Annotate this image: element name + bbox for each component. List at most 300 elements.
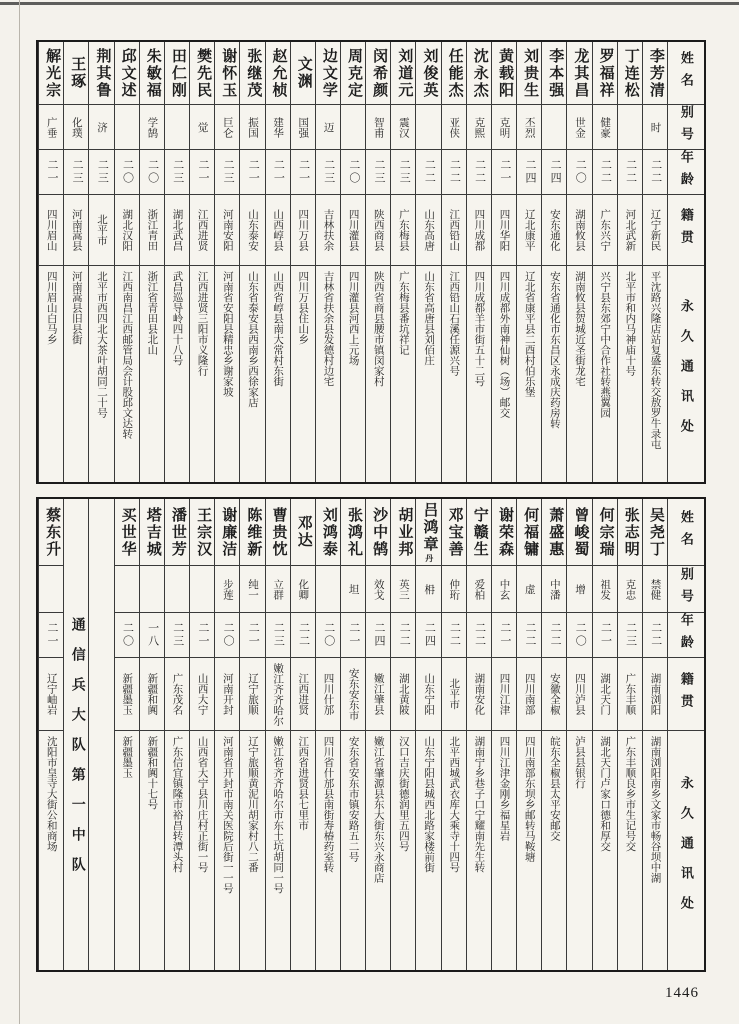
name-cell <box>215 499 239 566</box>
entry-column <box>415 499 440 970</box>
age-cell: 二三 <box>64 150 88 195</box>
age-cell: 二〇 <box>341 150 365 195</box>
address-cell: 广东梅县番坑祥记 <box>397 271 409 355</box>
header-name: 姓名 <box>668 499 704 566</box>
address-cell: 广东丰顺良乡市生记号交 <box>624 736 636 852</box>
alias-cell <box>316 566 340 613</box>
name-cell <box>517 42 541 105</box>
person-name: 赵允桢 <box>270 47 287 99</box>
person-name: 买世华 <box>119 506 136 558</box>
address-cell: 湖北天门卢家口德和厚交 <box>599 736 611 852</box>
alias-cell: 亚侠 <box>442 105 466 150</box>
person-name: 李芳清 <box>647 47 664 99</box>
origin-cell: 四川成都 <box>467 195 491 266</box>
name-cell <box>240 499 264 566</box>
entry-column <box>189 42 214 482</box>
age-cell: 二〇 <box>567 150 591 195</box>
age-cell: 二三 <box>366 150 390 195</box>
person-name: 沙中鹄 <box>371 506 388 558</box>
age-cell: 二二 <box>593 150 617 195</box>
origin-cell: 四川华阳 <box>492 195 516 266</box>
origin-cell: 浙江青田 <box>140 195 164 266</box>
person-name: 何宗瑞 <box>597 506 614 558</box>
header-origin: 籍贯 <box>668 195 704 266</box>
person-name: 谢廉洁 <box>220 506 237 558</box>
age-cell: 二一 <box>266 150 290 195</box>
origin-cell: 辽北康平 <box>517 195 541 266</box>
name-cell <box>291 42 315 105</box>
address-cell: 安东省安东市镇安路五二号 <box>347 736 359 862</box>
origin-cell: 湖北黄陂 <box>391 658 415 731</box>
age-cell: 二二 <box>442 613 466 658</box>
age-cell: 二三 <box>165 150 189 195</box>
entry-column <box>189 499 214 970</box>
entry-column <box>315 42 340 482</box>
person-name: 曹贵忱 <box>270 506 287 558</box>
empty-column <box>88 499 113 970</box>
origin-cell: 辽宁岫岩 <box>39 658 63 731</box>
alias-cell: 济 <box>89 105 113 150</box>
person-name: 周克定 <box>346 47 362 99</box>
alias-cell: 祖发 <box>593 566 617 613</box>
age-cell: 二二 <box>416 150 440 195</box>
alias-cell: 丕烈 <box>517 105 541 150</box>
age-cell: 二一 <box>240 150 264 195</box>
address-cell: 四川南部东坝乡邮转马鞍塘 <box>523 736 535 862</box>
person-name: 刘道元 <box>396 47 413 99</box>
entry-column <box>164 42 189 482</box>
age-cell: 二二 <box>442 150 466 195</box>
header-alias: 别号 <box>668 105 704 150</box>
entry-column <box>592 42 617 482</box>
page-number: 1446 <box>665 985 699 1001</box>
origin-cell: 新疆墨玉 <box>115 658 139 731</box>
origin-cell: 广东兴宁 <box>593 195 617 266</box>
age-cell: 二二 <box>467 613 491 658</box>
name-cell <box>240 42 264 105</box>
alias-cell: 效戈 <box>366 566 390 613</box>
alias-cell: 中潘 <box>542 566 566 613</box>
address-cell: 新疆墨玉 <box>121 736 133 778</box>
address-cell: 河南嵩县旧县街 <box>70 271 82 345</box>
name-cell <box>492 499 516 566</box>
header-age: 年龄 <box>668 613 704 658</box>
entry-column <box>415 42 440 482</box>
name-cell <box>165 42 189 105</box>
person-name: 刘俊英 <box>421 47 438 99</box>
entry-column <box>592 499 617 970</box>
origin-cell: 江西进贤 <box>190 195 214 266</box>
name-cell <box>593 42 617 105</box>
entry-column <box>441 499 466 970</box>
name-cell <box>140 499 164 566</box>
entry-column <box>365 42 390 482</box>
age-cell: 二四 <box>416 613 440 658</box>
entry-column <box>265 42 290 482</box>
address-cell: 山东省泰安县西南乡西徐家店 <box>246 271 258 408</box>
address-cell: 北平西城武衣库大乘寺十四号 <box>448 736 460 873</box>
person-name: 曾峻蜀 <box>572 506 589 558</box>
address-cell: 嫩江省肇源县东大街东兴永商店 <box>372 736 384 883</box>
age-cell: 二〇 <box>115 150 139 195</box>
alias-cell <box>618 105 642 150</box>
address-cell: 四川成都羊市街五十二号 <box>473 271 485 387</box>
origin-cell: 广东茂名 <box>165 658 189 731</box>
name-cell <box>291 499 315 566</box>
alias-cell: 纯一 <box>240 566 264 613</box>
alias-cell: 健豪 <box>593 105 617 150</box>
alias-cell: 时 <box>643 105 667 150</box>
age-cell: 二三 <box>618 613 642 658</box>
name-cell <box>593 499 617 566</box>
person-name: 吕鸿章 <box>421 502 438 553</box>
age-cell: 二一 <box>291 150 315 195</box>
origin-cell: 安东安东市 <box>341 658 365 731</box>
name-cell <box>391 42 415 105</box>
origin-cell: 嫩江肇县 <box>366 658 390 731</box>
header-age: 年龄 <box>668 150 704 195</box>
address-cell: 江西南昌江西邮管局会计股邱文达转 <box>121 271 133 439</box>
origin-cell: 江西进贤 <box>291 658 315 731</box>
address-cell: 江西铅山石溪任源兴号 <box>448 271 460 376</box>
address-cell: 陕西省商县腰市镇闵家村 <box>372 271 384 387</box>
alias-cell: 禁健 <box>643 566 667 613</box>
person-name: 邓宝善 <box>446 506 463 558</box>
entry-column <box>315 499 340 970</box>
origin-cell: 新疆和阗 <box>140 658 164 731</box>
origin-cell: 安徽全椒 <box>542 658 566 731</box>
person-name: 吴尧丁 <box>647 506 664 558</box>
age-cell: 二二 <box>467 150 491 195</box>
origin-cell: 湖北武昌 <box>165 195 189 266</box>
person-name: 塔吉城 <box>144 506 161 558</box>
age-cell: 二一 <box>39 613 63 658</box>
origin-cell: 山西崞县 <box>266 195 290 266</box>
name-cell <box>316 499 340 566</box>
age-cell: 二一 <box>190 150 214 195</box>
age-cell: 二二 <box>643 613 667 658</box>
entry-column <box>214 499 239 970</box>
person-name: 刘鸿泰 <box>320 506 337 558</box>
address-cell: 湖南攸县贺城近圣街龙宅 <box>574 271 586 387</box>
age-cell: 二三 <box>89 150 113 195</box>
address-cell: 武昌巡导岭四十八号 <box>171 271 183 366</box>
age-cell: 二二 <box>517 613 541 658</box>
person-name: 李本强 <box>547 47 564 99</box>
age-cell: 二〇 <box>140 150 164 195</box>
origin-cell: 湖南攸县 <box>567 195 591 266</box>
alias-cell <box>341 105 365 150</box>
origin-cell: 广东丰顺 <box>618 658 642 731</box>
person-name: 何福镛 <box>522 506 539 558</box>
person-name: 谢荣森 <box>496 506 513 558</box>
age-cell: 二一 <box>240 613 264 658</box>
person-name: 王琢 <box>69 56 86 90</box>
address-cell: 江西省进贤县七里市 <box>297 736 309 831</box>
address-cell: 辽北省康平县二酉村伯乐堡 <box>523 271 535 397</box>
origin-cell: 湖北天门 <box>593 658 617 731</box>
address-cell: 皖东全椒县太平安邮交 <box>548 736 560 841</box>
origin-cell: 湖南浏阳 <box>643 658 667 731</box>
name-cell <box>366 42 390 105</box>
section-label-column <box>63 499 88 970</box>
age-cell: 二四 <box>542 150 566 195</box>
entry-column <box>290 42 315 482</box>
address-cell: 安东省通化市东昌区永成庆药房转 <box>548 271 560 429</box>
name-cell <box>442 499 466 566</box>
person-name: 任能杰 <box>446 47 463 99</box>
origin-cell: 广东梅县 <box>391 195 415 266</box>
name-cell <box>266 42 290 105</box>
person-name: 朱敏福 <box>144 47 161 99</box>
address-cell: 四川眉山白马乡 <box>45 271 57 345</box>
age-cell: 二三 <box>266 613 290 658</box>
entry-column <box>290 499 315 970</box>
age-cell: 二〇 <box>115 613 139 658</box>
entry-column <box>617 499 642 970</box>
origin-cell: 四川泸县 <box>567 658 591 731</box>
alias-cell: 建华 <box>266 105 290 150</box>
empty-cell <box>89 499 113 970</box>
entry-column <box>491 42 516 482</box>
address-cell: 山西省大宁县川庄村正街一号 <box>196 736 208 873</box>
person-name: 蔡东升 <box>44 506 61 558</box>
person-name: 王宗汉 <box>195 506 212 558</box>
person-name: 龙其昌 <box>572 47 589 99</box>
name-cell <box>442 42 466 105</box>
header-name: 姓名 <box>668 42 704 105</box>
directory-table-top <box>36 40 706 484</box>
entry-column <box>340 42 365 482</box>
entry-column <box>139 42 164 482</box>
address-cell: 平沈路兴隆店站复盛东转交敖罗牛录屯 <box>649 271 661 450</box>
header-alias: 别号 <box>668 566 704 613</box>
entry-column <box>390 42 415 482</box>
entry-column <box>491 499 516 970</box>
age-cell: 二〇 <box>567 613 591 658</box>
person-name: 沈永杰 <box>471 47 488 99</box>
age-cell: 二四 <box>366 613 390 658</box>
entry-column <box>239 499 264 970</box>
entry-column <box>566 499 591 970</box>
person-name: 丁连松 <box>622 47 639 99</box>
person-name: 邓达 <box>295 515 312 549</box>
alias-cell: 振国 <box>240 105 264 150</box>
alias-cell <box>39 566 63 613</box>
name-cell <box>341 499 365 566</box>
entry-column <box>466 42 491 482</box>
origin-cell: 辽宁新民 <box>643 195 667 266</box>
name-cell <box>492 42 516 105</box>
person-name: 闵希颜 <box>371 47 388 99</box>
age-cell: 二三 <box>165 613 189 658</box>
age-cell: 二一 <box>39 150 63 195</box>
name-cell <box>39 42 63 105</box>
address-cell: 江西进贤三阳市义隆行 <box>196 271 208 376</box>
address-cell: 四川省什邡县南街寿椿药室转 <box>322 736 334 873</box>
name-cell <box>341 42 365 105</box>
entry-column <box>642 499 667 970</box>
name-cell <box>467 42 491 105</box>
entry-column <box>365 499 390 970</box>
origin-cell: 辽宁旅顺 <box>240 658 264 731</box>
name-cell <box>215 42 239 105</box>
name-cell <box>165 499 189 566</box>
origin-cell: 河南开封 <box>215 658 239 731</box>
entry-column <box>239 42 264 482</box>
directory-table-bottom <box>36 497 706 972</box>
alias-cell: 虚 <box>517 566 541 613</box>
origin-cell: 四川江津 <box>492 658 516 731</box>
header-address: 永久通讯处 <box>678 775 694 926</box>
name-cell <box>366 499 390 566</box>
name-cell <box>391 499 415 566</box>
address-cell: 辽宁旅顺黄泥川胡家村八二番 <box>246 736 258 873</box>
address-cell: 沈阳市皇寺大街公和商场 <box>45 736 57 852</box>
address-cell: 兴宁县东郊宁中合作社转燕翼园 <box>599 271 611 418</box>
age-cell: 二四 <box>517 150 541 195</box>
origin-cell: 陕西商县 <box>366 195 390 266</box>
alias-cell <box>140 566 164 613</box>
origin-cell: 四川南部 <box>517 658 541 731</box>
person-name: 邱文述 <box>119 47 136 99</box>
name-cell <box>567 42 591 105</box>
name-cell <box>542 42 566 105</box>
name-cell <box>64 42 88 105</box>
alias-cell: 枏 <box>416 566 440 613</box>
entry-column <box>114 42 139 482</box>
entry-column <box>441 42 466 482</box>
name-cell <box>190 499 214 566</box>
alias-cell: 世金 <box>567 105 591 150</box>
name-cell <box>618 499 642 566</box>
origin-cell: 四川眉山 <box>39 195 63 266</box>
address-cell: 汉口吉庆街德润里五四号 <box>397 736 409 852</box>
address-cell: 山东宁阳县城西北路家楼前街 <box>423 736 435 873</box>
alias-cell: 坦 <box>341 566 365 613</box>
address-cell: 北平市西四北大茶叶胡同二十号 <box>96 271 108 418</box>
alias-cell: 国强 <box>291 105 315 150</box>
address-cell: 湖南浏阳南乡文家市畅谷坝中湖 <box>649 736 661 883</box>
alias-cell: 爱柏 <box>467 566 491 613</box>
header-address: 永久通讯处 <box>678 299 694 449</box>
name-cell <box>643 499 667 566</box>
origin-cell: 四川什邡 <box>316 658 340 731</box>
name-cell <box>643 42 667 105</box>
origin-cell: 湖南安化 <box>467 658 491 731</box>
origin-cell: 湖北汉阳 <box>115 195 139 266</box>
name-cell <box>567 499 591 566</box>
entry-column <box>466 499 491 970</box>
entry-column <box>164 499 189 970</box>
person-name: 潘世芳 <box>169 506 186 558</box>
entry-column <box>38 42 63 482</box>
alias-cell: 学鹄 <box>140 105 164 150</box>
person-name: 萧盛惠 <box>547 506 564 558</box>
age-cell: 二三 <box>215 150 239 195</box>
person-name: 宁赣生 <box>471 506 488 558</box>
address-cell: 四川江津金刚乡福星岩 <box>498 736 510 841</box>
person-name: 樊先民 <box>195 47 212 99</box>
alias-cell <box>416 105 440 150</box>
name-cell <box>542 499 566 566</box>
alias-cell <box>542 105 566 150</box>
entry-column <box>541 499 566 970</box>
origin-cell: 山东宁阳 <box>416 658 440 731</box>
alias-cell: 立群 <box>266 566 290 613</box>
alias-cell: 仲珩 <box>442 566 466 613</box>
alias-cell <box>115 566 139 613</box>
person-name: 胡业邦 <box>396 506 413 558</box>
person-name: 田仁刚 <box>169 47 186 99</box>
age-cell: 二一 <box>341 613 365 658</box>
origin-cell: 四川灌县 <box>341 195 365 266</box>
entry-column <box>214 42 239 482</box>
person-name: 罗福祥 <box>597 47 614 99</box>
name-cell <box>115 42 139 105</box>
entry-column <box>340 499 365 970</box>
person-name: 张志明 <box>622 506 639 558</box>
origin-cell: 河南安阳 <box>215 195 239 266</box>
person-name: 解光宗 <box>44 47 61 99</box>
address-cell: 四川灌县河西上元场 <box>347 271 359 366</box>
entry-column <box>390 499 415 970</box>
address-cell: 泸县县银行 <box>574 736 586 789</box>
age-cell: 二二 <box>291 613 315 658</box>
address-cell: 河南省开封市南关医院后街一一号 <box>221 736 233 894</box>
person-name: 边文学 <box>320 47 337 99</box>
origin-cell: 山东泰安 <box>240 195 264 266</box>
name-cell <box>618 42 642 105</box>
age-cell: 二〇 <box>316 613 340 658</box>
name-cell <box>316 42 340 105</box>
address-cell: 新疆和阗十七号 <box>146 736 158 810</box>
entry-column <box>642 42 667 482</box>
person-name: 谢怀玉 <box>220 47 237 99</box>
age-cell: 二一 <box>492 150 516 195</box>
name-cell <box>115 499 139 566</box>
header-column <box>667 42 704 482</box>
age-cell: 二二 <box>542 613 566 658</box>
origin-cell: 山西大宁 <box>190 658 214 731</box>
alias-cell: 化璞 <box>64 105 88 150</box>
name-cell <box>89 42 113 105</box>
person-name: 文渊 <box>295 56 312 90</box>
entry-column <box>139 499 164 970</box>
age-cell: 二三 <box>391 150 415 195</box>
name-cell <box>517 499 541 566</box>
entry-column <box>63 42 88 482</box>
origin-cell: 北平市 <box>89 195 113 266</box>
address-cell: 湖南宁乡巷子口宁耀南先生转 <box>473 736 485 873</box>
person-name: 陈维新 <box>245 506 262 558</box>
name-cell <box>416 42 440 105</box>
age-cell: 二二 <box>643 150 667 195</box>
entry-column <box>265 499 290 970</box>
header-column <box>667 499 704 970</box>
origin-cell: 北平市 <box>442 658 466 731</box>
address-cell: 河南省安阳县精忠乡谢家坡 <box>221 271 233 397</box>
age-cell: 二〇 <box>215 613 239 658</box>
name-cell <box>140 42 164 105</box>
origin-cell: 河南嵩县 <box>64 195 88 266</box>
address-cell: 四川成都外南神仙树（场）邮交 <box>498 271 510 418</box>
name-cell <box>190 42 214 105</box>
entry-column <box>114 499 139 970</box>
person-name: 张鸿礼 <box>346 506 362 558</box>
alias-cell: 广垂 <box>39 105 63 150</box>
alias-cell <box>190 566 214 613</box>
